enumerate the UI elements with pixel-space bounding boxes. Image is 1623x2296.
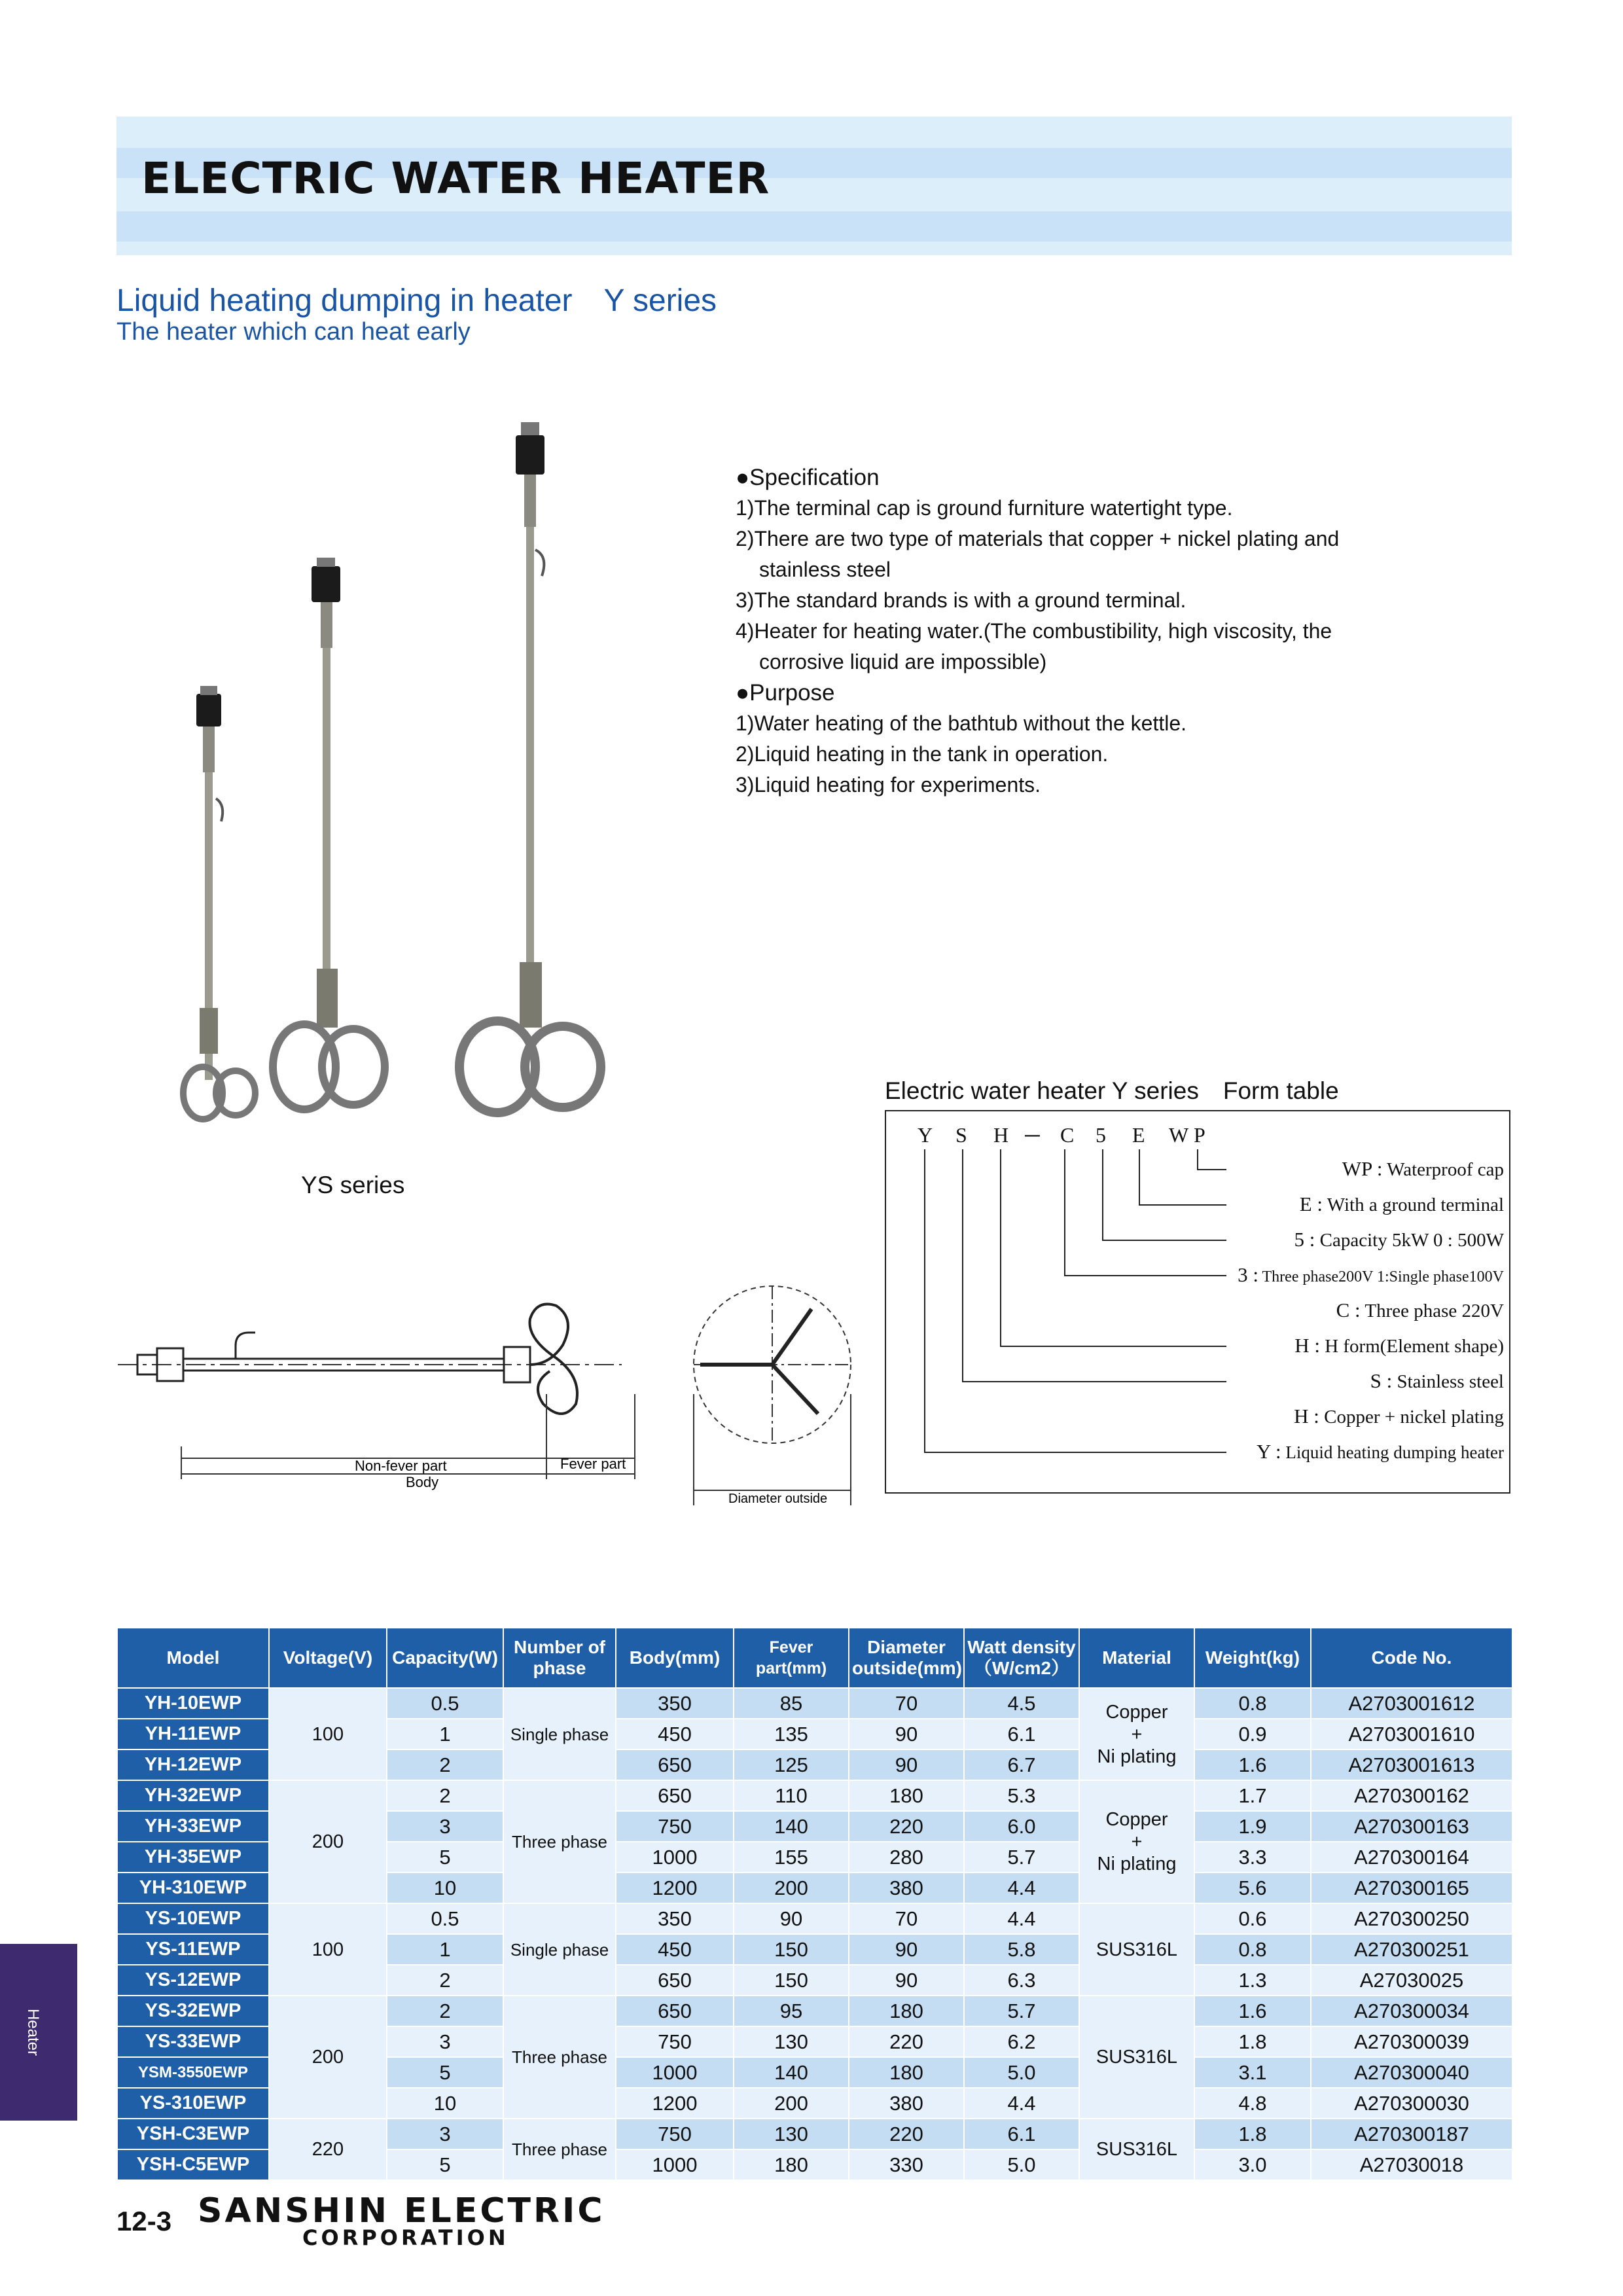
- weight-cell: 1.9: [1194, 1811, 1311, 1842]
- capacity-cell: 5: [387, 1842, 503, 1873]
- body-cell: 1200: [616, 1873, 734, 1903]
- form-entry-text: H form(Element shape): [1325, 1336, 1504, 1357]
- fever-cell: 140: [734, 2057, 849, 2088]
- form-code-dash: ─: [1025, 1123, 1040, 1147]
- fever-cell: 95: [734, 1996, 849, 2026]
- body-cell: 1000: [616, 2057, 734, 2088]
- capacity-cell: 5: [387, 2057, 503, 2088]
- band-stripe: [116, 211, 1512, 242]
- connector-line: [1064, 1149, 1065, 1275]
- model-cell: YSH-C5EWP: [117, 2149, 269, 2180]
- phase-cell: Single phase: [503, 1903, 616, 1996]
- purpose-item: 2)Liquid heating in the tank in operation.: [736, 742, 1109, 766]
- form-code-letter: C: [1060, 1123, 1075, 1147]
- weight-cell: 0.8: [1194, 1934, 1311, 1965]
- code-cell: A2703001610: [1311, 1719, 1512, 1749]
- phase-cell: Single phase: [503, 1688, 616, 1780]
- capacity-cell: 3: [387, 2119, 503, 2149]
- diameter-cell: 180: [849, 1996, 964, 2026]
- heater-photo: [164, 406, 609, 1172]
- diameter-cell: 90: [849, 1719, 964, 1749]
- code-cell: A270300162: [1311, 1780, 1512, 1811]
- code-cell: A270300030: [1311, 2088, 1512, 2119]
- voltage-cell: 100: [269, 1688, 387, 1780]
- fever-cell: 140: [734, 1811, 849, 1842]
- series-subtitle: Liquid heating dumping in heater Y series: [116, 283, 717, 318]
- table-row: [117, 2119, 1512, 2149]
- weight-cell: 0.8: [1194, 1688, 1311, 1719]
- capacity-cell: 0.5: [387, 1903, 503, 1934]
- connector-line: [1197, 1169, 1226, 1170]
- spec-item: 4)Heater for heating water.(The combustibility, high viscosity, the: [736, 619, 1332, 643]
- watt-cell: 5.8: [964, 1934, 1079, 1965]
- fever-cell: 180: [734, 2149, 849, 2180]
- weight-cell: 0.9: [1194, 1719, 1311, 1749]
- model-cell: YS-10EWP: [117, 1903, 269, 1934]
- model-cell: YH-35EWP: [117, 1842, 269, 1873]
- form-entry-key: S :: [1370, 1369, 1393, 1392]
- form-entry: [1336, 1299, 1504, 1322]
- capacity-cell: 10: [387, 2088, 503, 2119]
- diameter-cell: 180: [849, 2057, 964, 2088]
- col-phase: Number of phase: [503, 1628, 616, 1688]
- spec-item: 1)The terminal cap is ground furniture watertight type.: [736, 496, 1233, 520]
- form-code-letter: P: [1194, 1123, 1205, 1147]
- connector-line: [1064, 1275, 1226, 1276]
- table-row: [117, 1996, 1512, 2026]
- body-label: Body: [406, 1474, 439, 1490]
- weight-cell: 0.6: [1194, 1903, 1311, 1934]
- code-cell: A2703001613: [1311, 1749, 1512, 1780]
- form-table-caption: Electric water heater Y series Form table: [885, 1077, 1339, 1104]
- capacity-cell: 2: [387, 1996, 503, 2026]
- diameter-cell: 90: [849, 1749, 964, 1780]
- title-band: [116, 117, 1512, 255]
- table-row: [117, 1780, 1512, 1811]
- connector-line: [1139, 1149, 1140, 1204]
- connector-line: [962, 1381, 1226, 1382]
- form-entry-text: Capacity 5kW 0 : 500W: [1319, 1230, 1504, 1251]
- page-number: 12-3: [116, 2206, 172, 2236]
- model-cell: YH-10EWP: [117, 1688, 269, 1719]
- watt-cell: 4.4: [964, 2088, 1079, 2119]
- body-cell: 350: [616, 1688, 734, 1719]
- spec-item: 2)There are two type of materials that copper + nickel plating and: [736, 527, 1340, 550]
- model-cell: YS-11EWP: [117, 1934, 269, 1965]
- diameter-cell: 220: [849, 2119, 964, 2149]
- material-cell: [1079, 1688, 1194, 1780]
- form-code-letter: H: [993, 1123, 1009, 1147]
- weight-cell: 1.6: [1194, 1749, 1311, 1780]
- diameter-label: Diameter outside: [728, 1492, 828, 1505]
- code-cell: A270300034: [1311, 1996, 1512, 2026]
- col-voltage: Voltage(V): [269, 1628, 387, 1688]
- body-cell: 1200: [616, 2088, 734, 2119]
- non-fever-label: Non-fever part: [355, 1458, 447, 1474]
- watt-cell: 4.5: [964, 1688, 1079, 1719]
- watt-cell: 4.4: [964, 1903, 1079, 1934]
- form-code-letter: 5: [1096, 1123, 1106, 1147]
- form-entry-key: 3 :: [1238, 1263, 1258, 1286]
- body-cell: 750: [616, 1811, 734, 1842]
- heater-drawing: [111, 1283, 870, 1505]
- watt-cell: 5.7: [964, 1996, 1079, 2026]
- phase-cell: Three phase: [503, 1996, 616, 2119]
- form-code-letter: Y: [918, 1123, 933, 1147]
- capacity-cell: 2: [387, 1749, 503, 1780]
- fever-cell: 150: [734, 1965, 849, 1996]
- form-entry-key: E :: [1299, 1193, 1323, 1215]
- body-cell: 650: [616, 1749, 734, 1780]
- fever-cell: 110: [734, 1780, 849, 1811]
- form-code-letter: S: [955, 1123, 967, 1147]
- code-cell: A270300165: [1311, 1873, 1512, 1903]
- watt-cell: 5.7: [964, 1842, 1079, 1873]
- series-tagline: The heater which can heat early: [116, 318, 471, 346]
- capacity-cell: 3: [387, 2026, 503, 2057]
- fever-cell: 135: [734, 1719, 849, 1749]
- phase-cell: Three phase: [503, 1780, 616, 1903]
- fever-cell: 85: [734, 1688, 849, 1719]
- body-cell: 350: [616, 1903, 734, 1934]
- col-model: Model: [117, 1628, 269, 1688]
- diameter-cell: 70: [849, 1903, 964, 1934]
- weight-cell: 5.6: [1194, 1873, 1311, 1903]
- form-entry-key: 5 :: [1294, 1228, 1315, 1251]
- fever-cell: 90: [734, 1903, 849, 1934]
- code-cell: A270300250: [1311, 1903, 1512, 1934]
- fever-cell: 130: [734, 2119, 849, 2149]
- form-entry: [1370, 1369, 1504, 1393]
- spec-item: stainless steel: [759, 558, 891, 581]
- col-body: Body(mm): [616, 1628, 734, 1688]
- diameter-cell: 330: [849, 2149, 964, 2180]
- model-cell: YS-12EWP: [117, 1965, 269, 1996]
- form-entry-text: Liquid heating dumping heater: [1285, 1443, 1504, 1462]
- form-entry-text: Stainless steel: [1397, 1371, 1504, 1392]
- form-entry-text: Three phase 220V: [1364, 1300, 1504, 1321]
- capacity-cell: 0.5: [387, 1688, 503, 1719]
- body-cell: 750: [616, 2119, 734, 2149]
- model-cell: YH-11EWP: [117, 1719, 269, 1749]
- form-entry: [1294, 1405, 1504, 1428]
- code-cell: A270300164: [1311, 1842, 1512, 1873]
- material-cell: SUS316L: [1079, 1903, 1194, 1996]
- model-cell: YS-33EWP: [117, 2026, 269, 2057]
- col-weight: Weight(kg): [1194, 1628, 1311, 1688]
- code-cell: A270300187: [1311, 2119, 1512, 2149]
- form-entry-key: H :: [1294, 1405, 1319, 1427]
- fever-cell: 200: [734, 1873, 849, 1903]
- watt-cell: 5.0: [964, 2057, 1079, 2088]
- phase-cell: Three phase: [503, 2119, 616, 2180]
- form-code-letter: W: [1169, 1123, 1189, 1147]
- form-entry: [1257, 1440, 1504, 1463]
- diameter-cell: 90: [849, 1965, 964, 1996]
- form-entry-text: With a ground terminal: [1327, 1194, 1504, 1215]
- form-entry-key: Y :: [1256, 1440, 1281, 1463]
- connector-line: [1000, 1346, 1226, 1347]
- form-entry-key: C :: [1336, 1299, 1361, 1321]
- capacity-cell: 10: [387, 1873, 503, 1903]
- connector-line: [1197, 1149, 1198, 1169]
- body-cell: 650: [616, 1780, 734, 1811]
- watt-cell: 5.0: [964, 2149, 1079, 2180]
- form-entry: [1238, 1263, 1504, 1287]
- form-code-letter: E: [1132, 1123, 1145, 1147]
- watt-cell: 6.7: [964, 1749, 1079, 1780]
- weight-cell: 3.3: [1194, 1842, 1311, 1873]
- body-cell: 650: [616, 1996, 734, 2026]
- material-line: Copper: [1105, 1809, 1168, 1830]
- form-entry-key: H :: [1294, 1334, 1320, 1357]
- spec-table: [116, 1627, 1513, 2181]
- body-cell: 750: [616, 2026, 734, 2057]
- code-cell: A270300251: [1311, 1934, 1512, 1965]
- weight-cell: 1.8: [1194, 2119, 1311, 2149]
- connector-line: [1102, 1149, 1103, 1240]
- purpose-item: 1)Water heating of the bathtub without the kettle.: [736, 711, 1187, 735]
- voltage-cell: 100: [269, 1903, 387, 1996]
- watt-cell: 6.1: [964, 1719, 1079, 1749]
- connector-line: [1102, 1240, 1226, 1241]
- fever-cell: 130: [734, 2026, 849, 2057]
- body-cell: 650: [616, 1965, 734, 1996]
- watt-cell: 4.4: [964, 1873, 1079, 1903]
- code-cell: A270300040: [1311, 2057, 1512, 2088]
- watt-cell: 6.2: [964, 2026, 1079, 2057]
- diameter-cell: 90: [849, 1934, 964, 1965]
- connector-line: [1000, 1149, 1001, 1346]
- watt-cell: 6.0: [964, 1811, 1079, 1842]
- code-cell: A270300039: [1311, 2026, 1512, 2057]
- col-fever: Fever part(mm): [734, 1628, 849, 1688]
- col-watt: Watt density （W/cm2）: [964, 1628, 1079, 1688]
- material-cell: SUS316L: [1079, 1996, 1194, 2119]
- weight-cell: 3.0: [1194, 2149, 1311, 2180]
- form-entry-text: Copper + nickel plating: [1324, 1407, 1504, 1427]
- material-cell: [1079, 1780, 1194, 1903]
- model-cell: YSH-C3EWP: [117, 2119, 269, 2149]
- code-cell: A27030025: [1311, 1965, 1512, 1996]
- body-cell: 450: [616, 1934, 734, 1965]
- col-material: Material: [1079, 1628, 1194, 1688]
- diameter-cell: 280: [849, 1842, 964, 1873]
- form-table: [885, 1110, 1510, 1494]
- connector-line: [962, 1149, 963, 1381]
- col-code: Code No.: [1311, 1628, 1512, 1688]
- material-line: +: [1131, 1831, 1143, 1852]
- form-entry-text: Waterproof cap: [1387, 1159, 1504, 1180]
- watt-cell: 6.3: [964, 1965, 1079, 1996]
- connector-line: [924, 1149, 925, 1452]
- body-cell: 450: [616, 1719, 734, 1749]
- side-tab-label: Heater: [24, 2008, 42, 2056]
- material-line: Copper: [1105, 1701, 1168, 1723]
- capacity-cell: 3: [387, 1811, 503, 1842]
- form-entry: [1300, 1193, 1504, 1216]
- model-cell: YS-310EWP: [117, 2088, 269, 2119]
- fever-cell: 155: [734, 1842, 849, 1873]
- diameter-cell: 380: [849, 2088, 964, 2119]
- voltage-cell: 220: [269, 2119, 387, 2180]
- spec-item: 3)The standard brands is with a ground terminal.: [736, 588, 1186, 612]
- material-cell: SUS316L: [1079, 2119, 1194, 2180]
- capacity-cell: 1: [387, 1934, 503, 1965]
- model-cell: YS-32EWP: [117, 1996, 269, 2026]
- material-line: Ni plating: [1097, 1746, 1177, 1767]
- diameter-cell: 180: [849, 1780, 964, 1811]
- diameter-cell: 380: [849, 1873, 964, 1903]
- capacity-cell: 2: [387, 1965, 503, 1996]
- page-title: ELECTRIC WATER HEATER: [141, 153, 770, 204]
- form-entry: [1342, 1157, 1504, 1181]
- model-cell: YH-12EWP: [117, 1749, 269, 1780]
- col-capacity: Capacity(W): [387, 1628, 503, 1688]
- weight-cell: 1.8: [1194, 2026, 1311, 2057]
- brand-logo-sub: CORPORATION: [302, 2225, 509, 2250]
- material-line: Ni plating: [1097, 1854, 1177, 1874]
- code-cell: A270300163: [1311, 1811, 1512, 1842]
- table-header-row: [117, 1628, 1512, 1688]
- material-line: +: [1131, 1723, 1143, 1745]
- model-cell: YH-310EWP: [117, 1873, 269, 1903]
- weight-cell: 1.7: [1194, 1780, 1311, 1811]
- form-entry-key: WP :: [1342, 1157, 1383, 1180]
- specification-block: [736, 462, 1455, 800]
- model-cell: YH-32EWP: [117, 1780, 269, 1811]
- weight-cell: 1.6: [1194, 1996, 1311, 2026]
- weight-cell: 1.3: [1194, 1965, 1311, 1996]
- col-diameter: Diameter outside(mm): [849, 1628, 964, 1688]
- ys-series-label: YS series: [301, 1172, 405, 1198]
- body-cell: 1000: [616, 2149, 734, 2180]
- watt-cell: 6.1: [964, 2119, 1079, 2149]
- diameter-cell: 220: [849, 1811, 964, 1842]
- section-side-tab: [0, 1944, 77, 2121]
- voltage-cell: 200: [269, 1996, 387, 2119]
- capacity-cell: 2: [387, 1780, 503, 1811]
- body-cell: 1000: [616, 1842, 734, 1873]
- watt-cell: 5.3: [964, 1780, 1079, 1811]
- connector-line: [1139, 1204, 1226, 1206]
- code-cell: A27030018: [1311, 2149, 1512, 2180]
- capacity-cell: 1: [387, 1719, 503, 1749]
- voltage-cell: 200: [269, 1780, 387, 1903]
- fever-label: Fever part: [560, 1456, 626, 1472]
- diameter-cell: 220: [849, 2026, 964, 2057]
- fever-cell: 200: [734, 2088, 849, 2119]
- table-row: [117, 1688, 1512, 1719]
- spec-item: corrosive liquid are impossible): [759, 650, 1047, 673]
- purpose-item: 3)Liquid heating for experiments.: [736, 773, 1041, 797]
- fever-cell: 125: [734, 1749, 849, 1780]
- form-entry: [1294, 1228, 1504, 1251]
- weight-cell: 3.1: [1194, 2057, 1311, 2088]
- weight-cell: 4.8: [1194, 2088, 1311, 2119]
- code-cell: A2703001612: [1311, 1688, 1512, 1719]
- purpose-heading: ●Purpose: [736, 680, 835, 706]
- fever-cell: 150: [734, 1934, 849, 1965]
- table-body: [117, 1688, 1512, 2180]
- table-row: [117, 1903, 1512, 1934]
- diameter-cell: 70: [849, 1688, 964, 1719]
- connector-line: [924, 1452, 1226, 1453]
- form-entry: [1294, 1334, 1504, 1357]
- model-cell: YSM-3550EWP: [117, 2057, 269, 2088]
- brand-logo: SANSHIN ELECTRIC: [198, 2191, 605, 2231]
- model-cell: YH-33EWP: [117, 1811, 269, 1842]
- specification-heading: ●Specification: [736, 465, 880, 490]
- capacity-cell: 5: [387, 2149, 503, 2180]
- form-entry-text: Three phase200V 1:Single phase100V: [1262, 1268, 1504, 1285]
